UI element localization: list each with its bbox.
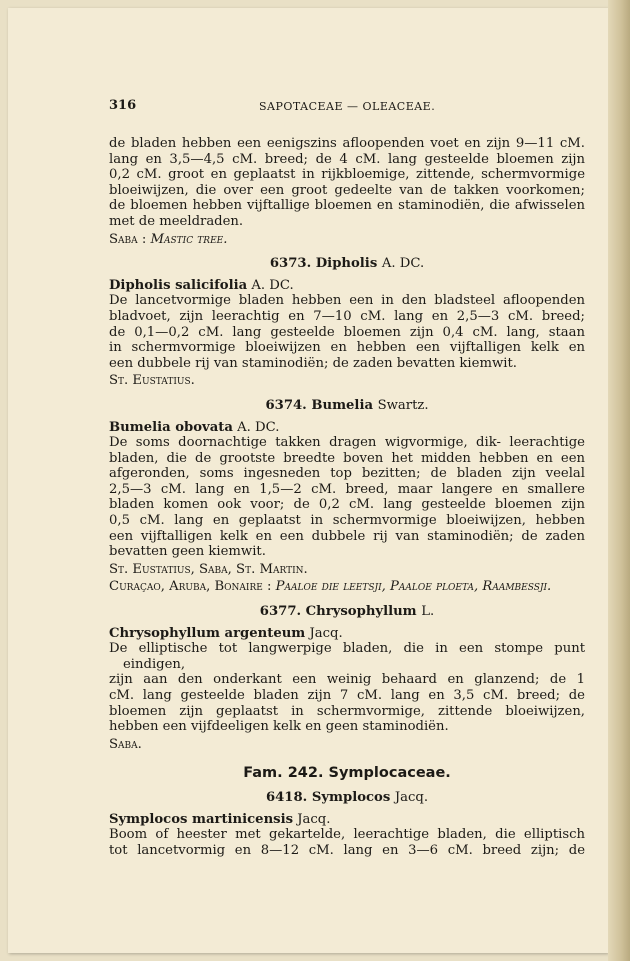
locality: Saba. (109, 736, 142, 752)
text-line: tot lancetvormig en 8—12 cM. lang en 3—6 cM. breed zijn; de (109, 842, 585, 858)
species-heading (109, 626, 585, 642)
species-description (109, 641, 585, 735)
text-line: 0,5 cM. lang en geplaatst in schermvormige bloeiwijzen, hebben (109, 513, 585, 529)
species-heading (109, 278, 585, 294)
text-line: bevatten geen kiemwit. (109, 544, 266, 560)
text-line: 0,2 cM. groot en geplaatst in rijkbloemige, zittende, schermvormige (109, 167, 585, 183)
genus-title: 6373. Dipholis (269, 256, 378, 272)
species-description (109, 435, 585, 560)
genus-title: 6374. Bumelia (265, 397, 373, 413)
text-line: bloeiwijzen, die over een groot gedeelte van de takken voorkomen; (109, 182, 585, 198)
genus-author: L. (421, 604, 435, 620)
intro-description (109, 136, 585, 230)
vernacular-name: Mastic tree. (150, 231, 228, 247)
text-line: een dubbele rij van staminodiën; de zaden bevatten kiemwit. (109, 355, 517, 371)
species-heading (109, 812, 585, 828)
text-line: bladen komen ook voor; de 0,2 cM. lang gesteelde bloemen zijn (109, 497, 585, 513)
page-content (109, 98, 585, 858)
genus-author: Swartz. (377, 397, 429, 413)
book-spine (608, 0, 630, 961)
text-line: lang en 3,5—4,5 cM. breed; de 4 cM. lang gesteelde bloemen zijn (109, 151, 585, 167)
species-name: Dipholis salicifolia (109, 277, 248, 293)
text-line: de 0,1—0,2 cM. lang gesteelde bloemen zijn 0,4 cM. lang, staan (109, 324, 585, 340)
locality (109, 579, 585, 595)
text-line: bladvoet, zijn leerachtig en 7—10 cM. lang en 2,5—3 cM. breed; (109, 308, 585, 324)
species-author: A. DC. (251, 277, 294, 293)
species-author: Jacq. (309, 625, 343, 641)
genus-author: Jacq. (394, 789, 429, 805)
genus-heading (109, 790, 585, 806)
text-line: bladen, die de grootste breedte boven het midden hebben en een (109, 450, 585, 466)
text-line: afgeronden, soms ingesneden top bezitten; de bladen zijn veelal (109, 466, 585, 482)
text-line: De soms doornachtige takken dragen wigvormige, dik- leerachtige (109, 435, 585, 451)
genus-title: 6418. Symplocos (265, 789, 391, 805)
genus-heading (109, 256, 585, 272)
locality (109, 232, 585, 248)
text-line: een vijftalligen kelk en een dubbele rij van staminodiën; de zaden (109, 528, 585, 544)
text-line: de bloemen hebben vijftallige bloemen en staminodiën, die afwisselen (109, 198, 585, 214)
species-description (109, 827, 585, 858)
species-name: Chrysophyllum argenteum (109, 625, 306, 641)
page-number: 316 (109, 98, 137, 113)
text-line: in schermvormige bloeiwijzen en hebben een vijftalligen kelk en (109, 340, 585, 356)
genus-author: A. DC. (381, 256, 425, 272)
locality: St. Eustatius. (109, 373, 195, 389)
text-line: de bladen hebben een eenigszins afloopenden voet en zijn 9—11 cM. (109, 136, 585, 151)
text-line: met de meeldraden. (109, 213, 244, 229)
text-line: De lancetvormige bladen hebben een in den bladsteel afloopenden (109, 293, 585, 309)
text-line: 2,5—3 cM. lang en 1,5—2 cM. breed, maar langere en smallere (109, 481, 585, 497)
page-header (109, 98, 585, 114)
text-line: cM. lang gesteelde bladen zijn 7 cM. lang en 3,5 cM. breed; de (109, 688, 585, 703)
species-author: A. DC. (237, 419, 280, 435)
running-title: SAPOTACEAE — OLEACEAE. (259, 100, 436, 113)
species-name: Bumelia obovata (109, 419, 233, 435)
text-line: zijn aan den onderkant een weinig behaard en glanzend; de 1 (109, 672, 585, 688)
species-author: Jacq. (297, 811, 331, 827)
text-line: hebben een vijfdeeligen kelk en geen staminodiën. (109, 719, 449, 735)
vernacular-name: Paaloe die leetsji, Paaloe ploeta, Raambessji. (275, 579, 552, 595)
locality-label: Saba : (109, 231, 147, 247)
species-name: Symplocos martinicensis (109, 811, 294, 827)
text-line: De elliptische tot langwerpige bladen, die in een stompe punt eindigen, (109, 641, 585, 672)
genus-title: 6377. Chrysophyllum (259, 604, 417, 620)
family-heading: Fam. 242. Symplocaceae. (243, 765, 451, 782)
text-line: Boom of heester met gekartelde, leerachtige bladen, die elliptisch (109, 827, 585, 843)
genus-heading (109, 604, 585, 620)
locality-label: Curaçao, Aruba, Bonaire : (109, 579, 272, 595)
species-description (109, 293, 585, 371)
genus-heading (109, 398, 585, 414)
species-heading (109, 420, 585, 436)
locality: St. Eustatius, Saba, St. Martin. (109, 561, 308, 577)
text-line: bloemen zijn geplaatst in schermvormige, zittende bloeiwijzen, (109, 703, 585, 719)
